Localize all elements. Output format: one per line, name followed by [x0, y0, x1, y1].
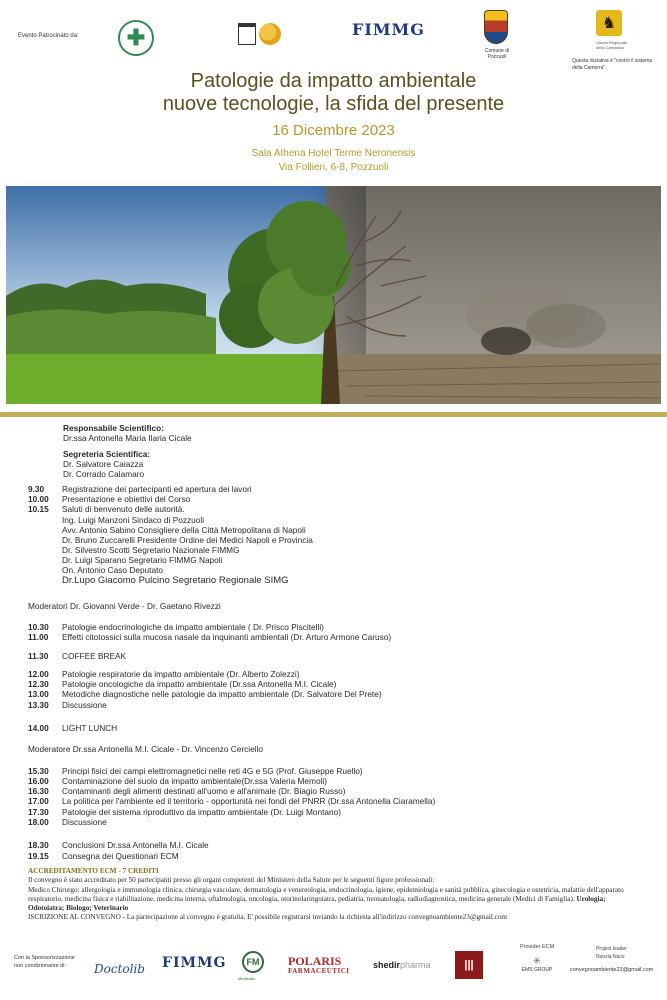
schedule-row	[28, 689, 382, 699]
schedule-row	[28, 700, 107, 710]
venue-address: Via Follieri, 6-8, Pozzuoli	[278, 162, 389, 173]
schedule-desc: La politica per l'ambiente ed il territorio - opportunità nei fondi del PNRR (Dr.ssa Antonella Ciaramella)	[62, 796, 436, 806]
schedule-row	[28, 807, 341, 817]
cross-icon: ✚	[126, 25, 146, 50]
schedule-desc: Patologie del sistema riproduttivo da impatto ambientale (Dr. Luigi Montano)	[62, 807, 342, 817]
schedule-time: 18.00	[28, 817, 49, 827]
contact-email[interactable]: convegnoambiente23@gmail.com	[570, 967, 654, 973]
sun-icon	[259, 23, 281, 45]
registration-desc: - La partecipazione al convegno è gratuita. E' possibile registrarsi inviando la richiesta all'indirizzo convegnoambiente23@gmail.com	[120, 913, 508, 922]
moderators-afternoon: Moderatore Dr.ssa Antonella M.I. Cicale - Dr. Vincenzo Cerciello	[28, 744, 264, 754]
ministry-health-logo	[118, 20, 154, 56]
schedule-row	[28, 504, 185, 514]
registration-text	[28, 913, 640, 922]
schedule-row	[28, 851, 179, 861]
campania-note: Questa iniziativa è "contro il sistema della Camorra"	[572, 58, 653, 71]
schedule-time: 10.30	[28, 622, 49, 632]
event-date: 16 Dicembre 2023	[272, 122, 395, 139]
fimmg-logo: FIMMG	[352, 20, 425, 39]
sponsor-label: Con la Sponsorizzazione non condizionante di:	[14, 955, 75, 969]
schedule-row	[28, 840, 209, 850]
schedule-time: 13.00	[28, 689, 49, 699]
pozzuoli-label: Comune di Pozzuoli	[484, 48, 510, 60]
authority-item: Ing. Luigi Manzoni Sindaco di Pozzuoli	[62, 515, 205, 525]
fm-logo-label: Medicalis	[238, 976, 255, 981]
schedule-desc: Effetti citotossici sulla mucosa nasale da inquinanti ambientali (Dr. Arturo Armone Caruso)	[62, 632, 392, 642]
schedule-desc: Contaminazione del suolo da impatto ambientale(Dr.ssa Valeria Memoli)	[62, 776, 328, 786]
schedule-desc: Saluti di benvenuto delle autorità.	[62, 504, 185, 514]
schedule-time: 9.30	[28, 484, 45, 494]
hero-tree-image	[6, 186, 661, 404]
schedule-desc: Discussione	[62, 817, 107, 827]
schedule-desc: Patologie oncologiche da impatto ambientale (Dr.ssa Antonella M.I. Cicale)	[62, 679, 337, 689]
schedule-desc: Discussione	[62, 700, 107, 710]
sponsor-header	[0, 0, 667, 70]
authority-item: Avv. Antonio Sabino Consigliere della Città Metropolitana di Napoli	[62, 525, 306, 535]
accreditation-text: Il convegno è stato accreditato per 50 partecipanti presso gli organi competenti del Ministero della Salute per le seguenti figure professionali:	[28, 876, 435, 885]
schedule-time: 14.00	[28, 723, 49, 733]
authority-item: Dr. Silvestro Scotti Segretario Nazionale FIMMG	[62, 545, 240, 555]
schedule-desc: Conclusioni Dr.ssa Antonella M.I. Cicale	[62, 840, 209, 850]
polaris-sub: FARMACEUTICI	[288, 967, 350, 975]
moderators-morning: Moderatori Dr. Giovanni Verde - Dr. Gaetano Rivezzi	[28, 601, 221, 611]
campania-label: Giunta Regionale della Campania	[596, 40, 627, 50]
schedule-desc: Patologie respiratorie da impatto ambientale (Dr. Alberto Zolezzi)	[62, 669, 300, 679]
schedule-time: 12.00	[28, 669, 49, 679]
scientific-director-label: Responsabile Scientifico:	[63, 423, 164, 433]
pozzuoli-crest-icon	[484, 10, 508, 44]
venue-name: Sala Athena Hotel Terme Neronensis	[251, 148, 416, 159]
accreditation-section	[28, 867, 640, 923]
event-title-line2: nuove tecnologie, la sfida del presente	[162, 93, 505, 115]
fm-logo-icon: FM	[242, 951, 264, 973]
schedule-row	[28, 679, 336, 689]
schedule-row	[28, 632, 391, 642]
secretariat-member: Dr. Corrado Calamaro	[63, 469, 145, 479]
building-icon	[238, 23, 256, 45]
authority-item: Dr.Lupo Giacomo Pulcino Segretario Regionale SIMG	[62, 575, 289, 586]
authority-item: Dr. Bruno Zuccarelli Presidente Ordine dei Medici Napoli e Provincia	[62, 535, 313, 545]
schedule-row	[28, 796, 435, 806]
schedule-desc: Consegna dei Questionari ECM	[62, 851, 179, 861]
shedir-name: shedir	[373, 960, 401, 970]
schedule-desc: Presentazione e obiettivi del Corso	[62, 494, 191, 504]
shedir-logo	[373, 960, 431, 970]
schedule-time: 12.30	[28, 679, 49, 689]
event-title-line1: Patologie da impatto ambientale	[190, 70, 477, 92]
scientific-director	[63, 423, 192, 443]
schedule-time: 18.30	[28, 840, 49, 850]
schedule-time: 10.15	[28, 504, 49, 514]
campania-horse-icon: ♞	[596, 10, 622, 36]
schedule-row	[28, 622, 324, 632]
order-doctors-logo	[238, 20, 290, 48]
schedule-desc: Registrazione dei partecipanti ed apertura dei lavori	[62, 484, 252, 494]
accreditation-professions	[28, 886, 640, 914]
tree-illustration	[6, 186, 661, 404]
scientific-secretariat-label: Segreteria Scientifica:	[63, 449, 151, 459]
coffee-break-row	[28, 651, 126, 661]
schedule-time: 17.00	[28, 796, 49, 806]
schedule-desc: LIGHT LUNCH	[62, 723, 118, 733]
professions-bold: Urologia; Odotoiatra; Biologo; Veterinario	[28, 894, 606, 913]
schedule-time: 13.30	[28, 700, 49, 710]
doctolib-logo: Doctolib	[94, 962, 145, 976]
registration-heading: ISCRIZIONE AL CONVEGNO	[28, 913, 121, 922]
polaris-name: POLARIS	[288, 954, 342, 968]
authority-item: Dr. Luigi Sparano Segretario FIMMG Napoli	[62, 555, 223, 565]
schedule-row	[28, 817, 107, 827]
schedule-desc: Metodiche diagnostiche nelle patologie da impatto ambientale (Dr. Salvatore Del Prete)	[62, 689, 382, 699]
sponsor-box-logo-icon: |||	[455, 951, 483, 979]
schedule-time: 16.30	[28, 786, 49, 796]
schedule-desc: Patologie endocrinologiche da impatto ambientale ( Dr. Prisco Piscitelli)	[62, 622, 324, 632]
schedule-row	[28, 669, 300, 679]
shedir-sub: pharma	[400, 960, 431, 970]
schedule-row	[28, 494, 190, 504]
schedule-time: 19.15	[28, 851, 49, 861]
ems-star-icon: ✳	[532, 956, 542, 967]
project-leader-label: Project leader	[596, 946, 627, 952]
scientific-secretariat	[63, 449, 150, 479]
professions-list: Medico Chirurgo: allergologia e immunologia clinica, chirurgia vascolare, dermatologia e venereologia, endocrinologia, igiene, epidemiologia e sanità pubblica, ginecologia e ostetricia, malattie dell'apparato respiratorio, medicina fisica e riabilitazione, medicina interna, oftalmologia, oncologia, otorinolaringoiatra, pediatria, neonatologia, radiodiagnostica, medicina generale (Medici di Famiglia).	[28, 885, 624, 903]
event-title-block	[0, 70, 667, 175]
accreditation-heading: ACCREDITAMENTO ECM - 7 CREDITI	[28, 867, 159, 875]
schedule-row	[28, 776, 327, 786]
project-leader	[596, 946, 656, 961]
ems-group-logo	[519, 956, 555, 973]
project-leader-name: Nunzia Nace	[596, 953, 625, 960]
schedule-time: 15.30	[28, 766, 49, 776]
scientific-director-name: Dr.ssa Antonella Maria Ilaria Cicale	[63, 433, 192, 443]
authority-item: On. Antonio Caso Deputato	[62, 565, 164, 575]
schedule-time: 11.30	[28, 651, 49, 661]
schedule-row	[28, 484, 252, 494]
lunch-row	[28, 723, 117, 733]
schedule-desc: COFFEE BREAK	[62, 651, 127, 661]
schedule-time: 10.00	[28, 494, 49, 504]
provider-label: Provider ECM	[520, 944, 555, 950]
fimmg-footer-logo: FIMMG	[162, 955, 227, 971]
schedule-row	[28, 786, 346, 796]
schedule-desc: Contaminanti degli alimenti destinati all'uomo e all'animale (Dr. Biagio Russo)	[62, 786, 346, 796]
schedule-time: 16.00	[28, 776, 49, 786]
ems-name: EMS GROUP	[521, 967, 553, 973]
polaris-logo	[288, 956, 349, 976]
schedule-desc: Principi fisici dei campi elettromagnetici nelle reti 4G e 5G (Prof. Giuseppe Ruello)	[62, 766, 363, 776]
gold-divider	[0, 412, 667, 417]
secretariat-member: Dr. Salvatore Caiazza	[63, 459, 144, 469]
schedule-time: 17.30	[28, 807, 49, 817]
schedule-row	[28, 766, 363, 776]
patron-label: Evento Patrocinato da:	[18, 33, 79, 39]
schedule-time: 11.00	[28, 632, 49, 642]
